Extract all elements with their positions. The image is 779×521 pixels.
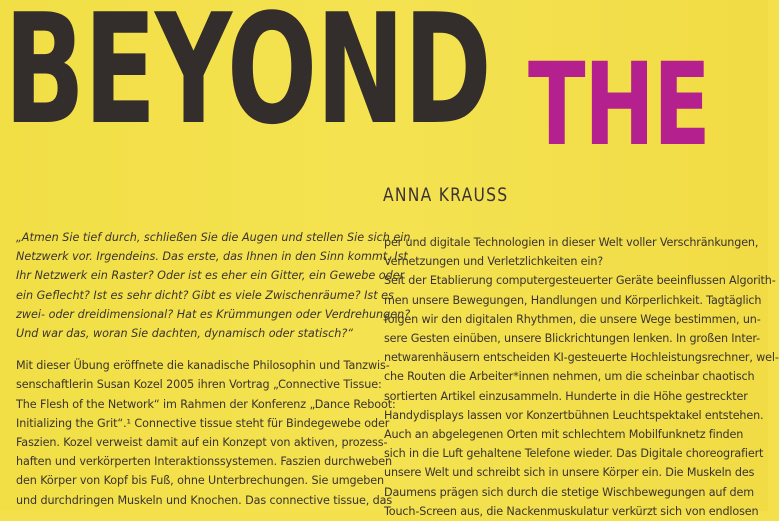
text-line: haften und verkörperten Interaktionssystemen. Faszien durchweben [16, 455, 393, 469]
right-column [384, 233, 779, 521]
text-line: Vernetzungen und Verletzlichkeiten ein? [384, 255, 604, 269]
left-column [16, 228, 411, 510]
text-line: sich in die Luft gehaltene Telefone wieder. Das Digitale choreografiert [384, 447, 764, 461]
text-line: den Körper von Kopf bis Fuß, ohne Unterbrechungen. Sie umgeben [16, 474, 385, 488]
quote-line: Ihr Netzwerk ein Raster? Oder ist es eher ein Gitter, ein Gewebe oder [16, 269, 405, 283]
quote-line: zwei- oder dreidimensional? Hat es Krümmungen oder Verdrehungen? [16, 307, 411, 321]
quote-line: Netzwerk vor. Irgendeins. Das erste, das Ihnen in den Sinn kommt. Ist [16, 250, 408, 264]
text-line: folgen wir den digitalen Rhythmen, die unsere Wege bestimmen, un- [384, 312, 761, 326]
text-line: Faszien. Kozel verweist damit auf ein Konzept von aktiven, prozess- [16, 436, 388, 450]
text-line: Touch-Screen aus, die Nackenmuskulatur verkürzt sich von endlosen [384, 504, 759, 518]
text-line: per und digitale Technologien in dieser Welt voller Verschränkungen, [384, 236, 759, 249]
text-line: senschaftlerin Susan Kozel 2005 ihren Vortrag „Connective Tissue: [16, 378, 382, 392]
text-line: unsere Welt und schreibt sich in unsere Körper ein. Die Muskeln des [384, 466, 755, 480]
text-line: Auch an abgelegenen Orten mit schlechtem Mobilfunknetz finden [384, 428, 744, 442]
quote-line: ein Geflecht? Ist es sehr dicht? Gibt es viele Zwischenräume? Ist es [16, 288, 394, 302]
text-line: Handydisplays lassen vor Konzertbühnen Leuchtspektakel entstehen. [384, 408, 764, 422]
quote-line: Und war das, woran Sie dachten, dynamisch oder statisch?“ [16, 327, 354, 341]
text-line: Seit der Etablierung computergesteuerter Geräte beeinflussen Algorith- [384, 274, 776, 288]
text-line: Daumens prägen sich durch die stetige Wischbewegungen auf dem [384, 485, 754, 499]
text-line: che Routen die Arbeiter*innen nehmen, um die scheinbar chaotisch [384, 370, 755, 384]
text-line: Initializing the Grit“.¹ Connective tissue steht für Bindegewebe oder [16, 416, 390, 430]
text-line: sortierten Artikel einzusammeln. Hunderte in die Höhe gestreckter [384, 389, 748, 403]
headline-the: THE [528, 38, 710, 171]
text-line: und durchdringen Muskeln und Knochen. Das connective tissue, das [16, 493, 393, 507]
opening-quote [16, 228, 411, 343]
text-line: Mit dieser Übung eröffnete die kanadische Philosophin und Tanzwis- [16, 359, 390, 373]
body-paragraph [384, 233, 779, 521]
text-line: men unsere Bewegungen, Handlungen und Körperlichkeit. Tagtäglich [384, 293, 762, 307]
body-paragraph [16, 356, 396, 510]
text-line: netwarenhäusern entscheiden KI-gesteuerte Hochleistungsrechner, wel- [384, 351, 779, 365]
author-name: ANNA KRAUSS [383, 184, 509, 206]
text-line: sere Gesten einüben, unsere Blickrichtungen lenken. In großen Inter- [384, 332, 760, 346]
text-line: The Flesh of the Network“ im Rahmen der Konferenz „Dance Reboot: [16, 397, 396, 411]
quote-line: „Atmen Sie tief durch, schließen Sie die Augen und stellen Sie sich ein [16, 231, 411, 244]
headline-beyond: BEYOND [4, 0, 491, 158]
